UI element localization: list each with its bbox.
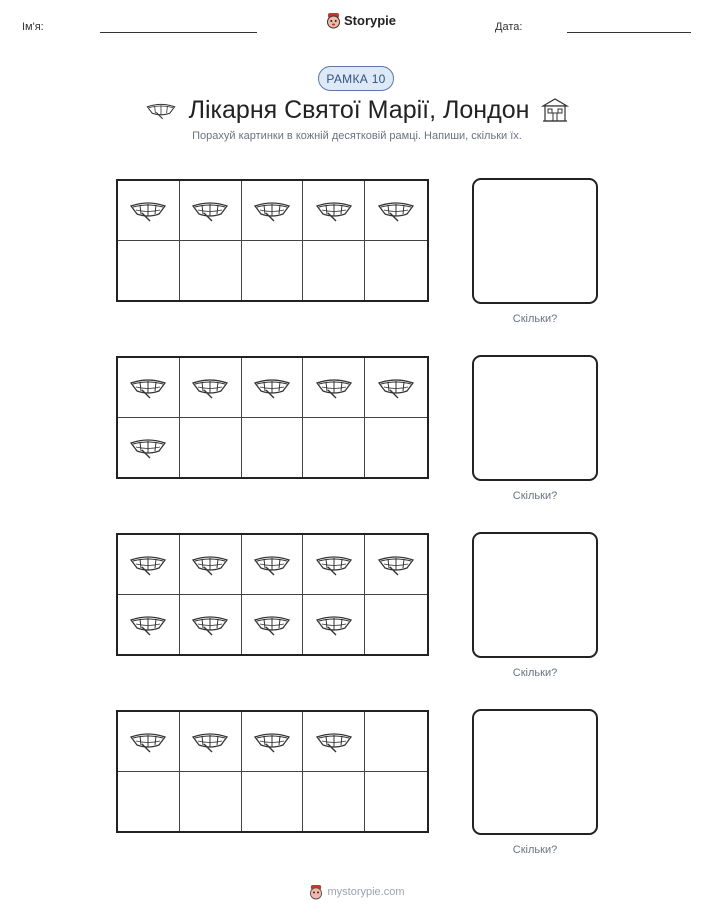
- frame-cell: [303, 358, 365, 418]
- rowboat-icon: [252, 611, 292, 637]
- frame-cell: [118, 772, 180, 832]
- frame-cell: [242, 418, 304, 478]
- frame-cell: [242, 772, 304, 832]
- rowboat-icon: [376, 551, 416, 577]
- frame-cell: [365, 241, 427, 301]
- answer-box-3[interactable]: [472, 532, 598, 658]
- answer-box-2[interactable]: [472, 355, 598, 481]
- rowboat-icon: [128, 197, 168, 223]
- frame-cell: [303, 772, 365, 832]
- rowboat-icon: [252, 551, 292, 577]
- frame-cell: [365, 595, 427, 655]
- rowboat-icon: [314, 374, 354, 400]
- instructions: Порахуй картинки в кожній десятковій рамці. Напиши, скільки їх.: [192, 130, 522, 142]
- frame-cell: [303, 181, 365, 241]
- answer-prompt-2: Скільки?: [512, 490, 558, 502]
- frame-cell: [180, 241, 242, 301]
- frame-cell: [303, 418, 365, 478]
- frame-cell: [180, 418, 242, 478]
- frame-cell: [118, 181, 180, 241]
- name-label: Ім'я:: [22, 21, 44, 33]
- rowboat-icon: [128, 611, 168, 637]
- rowboat-icon: [190, 374, 230, 400]
- brand-name: Storypie: [344, 13, 397, 28]
- frame-cell: [303, 535, 365, 595]
- rowboat-icon: [190, 551, 230, 577]
- rowboat-icon: [252, 728, 292, 754]
- frame-cell: [365, 535, 427, 595]
- answer-prompt-1: Скільки?: [512, 313, 558, 325]
- brand-logo: [326, 12, 396, 29]
- rowboat-icon: [128, 728, 168, 754]
- frame-cell: [180, 772, 242, 832]
- frame-cell: [118, 358, 180, 418]
- frame-cell: [365, 181, 427, 241]
- frame-cell: [242, 595, 304, 655]
- frame-cell: [180, 595, 242, 655]
- frame-cell: [365, 358, 427, 418]
- hospital-building-icon: [541, 97, 569, 123]
- ten-frame-1: [116, 179, 429, 302]
- frame-cell: [180, 181, 242, 241]
- answer-prompt-3: Скільки?: [512, 667, 558, 679]
- answer-box-1[interactable]: [472, 178, 598, 304]
- rowboat-icon: [314, 728, 354, 754]
- frame-cell: [242, 712, 304, 772]
- name-field[interactable]: [100, 32, 257, 33]
- frame-cell: [118, 595, 180, 655]
- frame-cell: [118, 241, 180, 301]
- ten-frame-3: [116, 533, 429, 656]
- frame-cell: [242, 358, 304, 418]
- ten-frame-2: [116, 356, 429, 479]
- rowboat-icon: [252, 197, 292, 223]
- date-field[interactable]: [567, 32, 691, 33]
- frame-cell: [242, 535, 304, 595]
- rowboat-icon: [314, 551, 354, 577]
- frame-cell: [118, 535, 180, 595]
- rowboat-icon: [190, 728, 230, 754]
- frame-cell: [242, 241, 304, 301]
- frame-cell: [180, 712, 242, 772]
- answer-prompt-4: Скільки?: [512, 844, 558, 856]
- frame-badge: РАМКА 10: [318, 66, 394, 91]
- frame-cell: [303, 712, 365, 772]
- frame-cell: [118, 712, 180, 772]
- footer-url: mystorypie.com: [327, 886, 405, 898]
- rowboat-icon: [128, 551, 168, 577]
- rowboat-icon: [252, 374, 292, 400]
- frame-cell: [365, 712, 427, 772]
- rowboat-icon: [128, 434, 168, 460]
- rowboat-icon: [314, 611, 354, 637]
- answer-box-4[interactable]: [472, 709, 598, 835]
- page-title: Лікарня Святої Марії, Лондон: [188, 95, 530, 124]
- frame-cell: [118, 418, 180, 478]
- rowboat-icon: [145, 99, 177, 121]
- ten-frame-4: [116, 710, 429, 833]
- frame-cell: [303, 241, 365, 301]
- frame-cell: [180, 535, 242, 595]
- storypie-mascot-icon: [326, 12, 341, 29]
- frame-cell: [365, 418, 427, 478]
- rowboat-icon: [376, 374, 416, 400]
- frame-cell: [303, 595, 365, 655]
- frame-cell: [180, 358, 242, 418]
- rowboat-icon: [128, 374, 168, 400]
- rowboat-icon: [190, 611, 230, 637]
- date-label: Дата:: [495, 21, 523, 33]
- title-row: [0, 92, 714, 128]
- storypie-mascot-icon: [309, 884, 323, 900]
- rowboat-icon: [190, 197, 230, 223]
- frame-cell: [365, 772, 427, 832]
- rowboat-icon: [314, 197, 354, 223]
- rowboat-icon: [376, 197, 416, 223]
- frame-cell: [242, 181, 304, 241]
- footer: [0, 884, 714, 900]
